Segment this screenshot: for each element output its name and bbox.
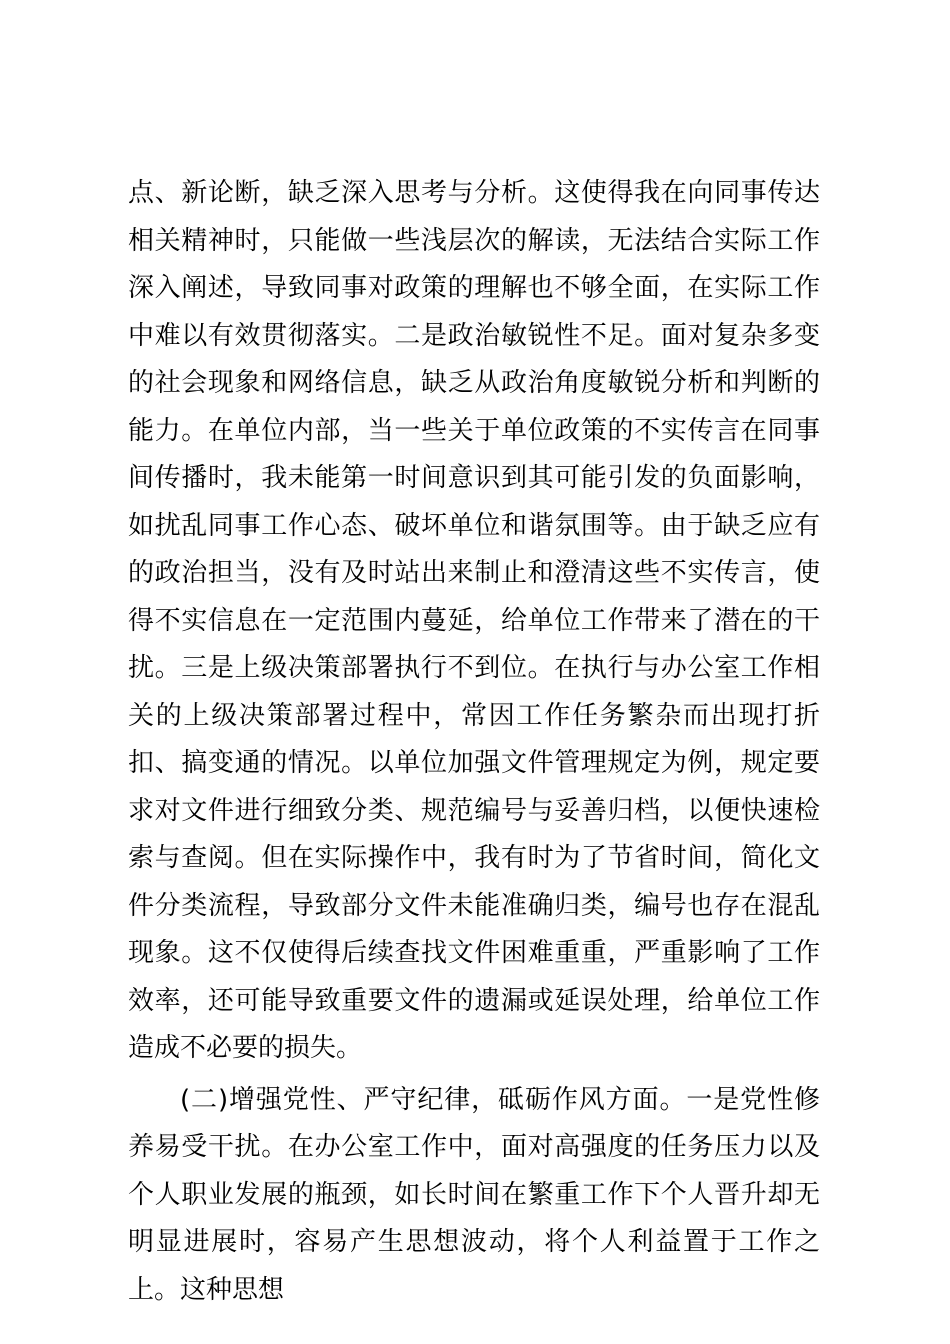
paragraph-continued: 点、新论断，缺乏深入思考与分析。这使得我在向同事传达相关精神时，只能做一些浅层次的解读，无法结合实际工作深入阐述，导致同事对政策的理解也不够全面，在实际工作中难以有效贯彻落实。二是政治敏锐性不足。面对复杂多变的社会现象和网络信息，缺乏从政治角度敏锐分析和判断的能力。在单位内部，当一些关于单位政策的不实传言在同事间传播时，我未能第一时间意识到其可能引发的负面影响，如扰乱同事工作心态、破坏单位和谐氛围等。由于缺乏应有的政治担当，没有及时站出来制止和澄清这些不实传言，使得不实信息在一定范围内蔓延，给单位工作带来了潜在的干扰。三是上级决策部署执行不到位。在执行与办公室工作相关的上级决策部署过程中，常因工作任务繁杂而出现打折扣、搞变通的情况。以单位加强文件管理规定为例，规定要求对文件进行细致分类、规范编号与妥善归档，以便快速检索与查阅。但在实际操作中，我有时为了节省时间，简化文件分类流程，导致部分文件未能准确归类，编号也存在混乱现象。这不仅使得后续查找文件困难重重，严重影响了工作效率，还可能导致重要文件的遗漏或延误处理，给单位工作造成不必要的损失。 xyxy=(128,178,820,1063)
paragraph-section-two: (二)增强党性、严守纪律，砥砺作风方面。一是党性修养易受干扰。在办公室工作中，面对高强度的任务压力以及个人职业发展的瓶颈，如长时间在繁重工作下个人晋升却无明显进展时，容易产生思想波动，将个人利益置于工作之上。这种思想 xyxy=(128,1084,820,1305)
document-body xyxy=(128,170,820,1314)
